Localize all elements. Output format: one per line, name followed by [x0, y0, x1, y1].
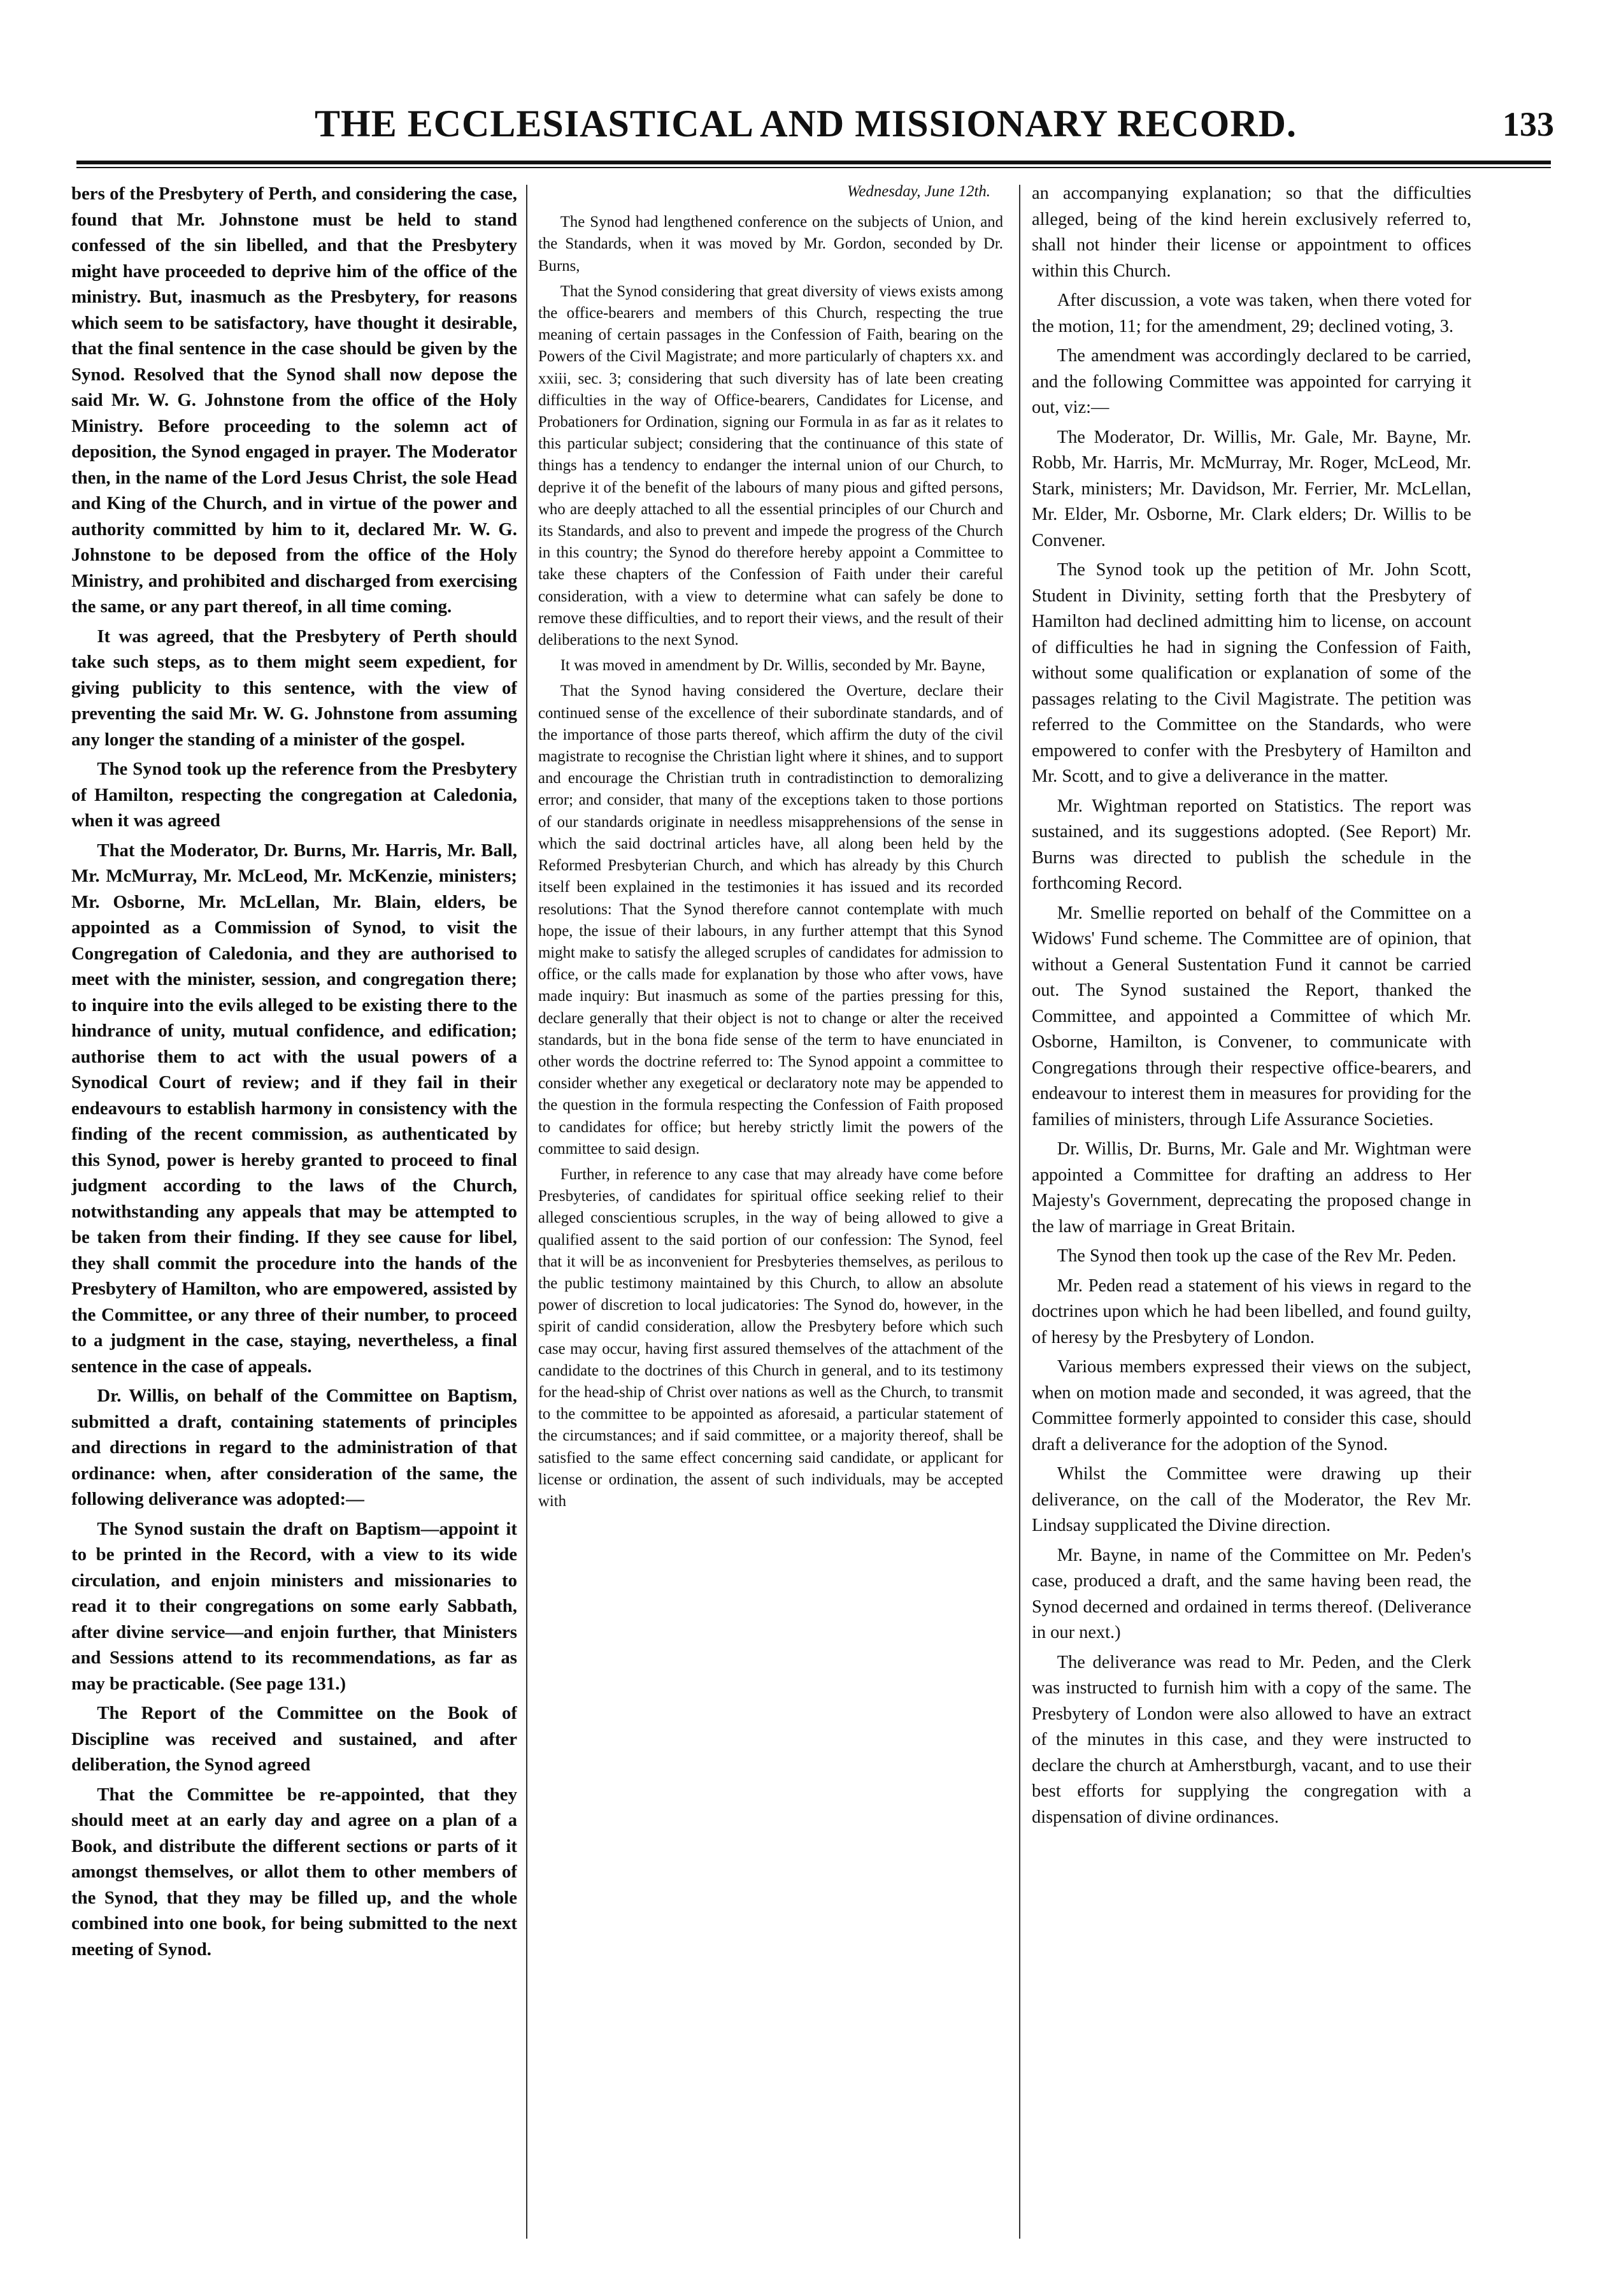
paragraph: bers of the Presbytery of Perth, and considering the case, found that Mr. Johnstone must be held to stand confessed of the sin libelled, and that the Presbytery might have proceeded to deprive him of the office of the ministry. But, inasmuch as the Presbytery, for reasons which seem to be satisfactory, have thought it desirable, that the final sentence in the case should be given by the Synod. Resolved that the Synod shall now depose the said Mr. W. G. Johnstone from the office of the Holy Ministry. Before proceeding to the solemn act of deposition, the Synod engaged in prayer. The Moderator then, in the name of the Lord Jesus Christ, the sole Head and King of the Church, and in virtue of the power and authority committed by him to it, declared Mr. W. G. Johnstone to be deposed from the office of the Holy Ministry, and prohibited and discharged from exercising the same, or any part thereof, in all time coming.: [71, 183, 517, 617]
paragraph: Mr. Bayne, in name of the Committee on Mr. Peden's case, produced a draft, and the same having been read, the Synod decerned and ordained in terms thereof. (Deliverance in our next.): [1032, 1545, 1471, 1642]
column-divider: [1019, 185, 1020, 2239]
paragraph: The Synod took up the petition of Mr. John Scott, Student in Divinity, setting forth that the Presbytery of Hamilton had declined admitting him to license, on account of difficulties he had in signing the Confession of Faith, without some qualification or explanation of some of the passages relating to the Civil Magistrate. The petition was referred to the Committee on the Standards, who were empowered to confer with the Presbytery of Hamilton and Mr. Scott, and to give a deliverance in the matter.: [1032, 560, 1471, 786]
paragraph: The Synod sustain the draft on Baptism—appoint it to be printed in the Record, with a view to its wide circulation, and enjoin ministers and missionaries to read it to their congregations on some early Sabbath, after divine service—and enjoin further, that Ministers and Sessions attend to its recommendations, as far as may be practicable. (See page 131.): [71, 1518, 517, 1694]
column-1: [71, 181, 517, 2239]
paragraph: Dr. Willis, on behalf of the Committee on Baptism, submitted a draft, containing statements of principles and directions in regard to the administration of that ordinance: when, after consideration of the same, the following deliverance was adopted:—: [71, 1386, 517, 1509]
paragraph: After discussion, a vote was taken, when there voted for the motion, 11; for the amendment, 29; declined voting, 3.: [1032, 291, 1471, 336]
page-header: [57, 102, 1554, 159]
paragraph: Further, in reference to any case that may already have come before Presbyteries, of candidates for spiritual office seeking relief to their alleged conscientious scruples, in the way of being allowed to give a qualified assent to the said portion of our confession: The Synod, feel that it will be as inconvenient for Presbyteries themselves, as perilous to the public testimony maintained by this Church, to allow an absolute power of discretion to local judicatories: The Synod do, however, in the spirit of candid consideration, allow the Presbytery before which such case may occur, having first assured themselves of the attachment of the candidate to the doctrines of this Church in general, and to its testimony for the head-ship of Christ over nations as well as the Church, to transmit to the committee to be appointed as aforesaid, a particular statement of the circumstances; and if said committee, or a majority thereof, shall be satisfied to the same effect concerning said candidate, or applicant for license or ordination, the assent of such individuals, may be accepted with: [538, 1165, 1003, 1510]
paragraph: That the Committee be re-appointed, that they should meet at an early day and agree on a plan of a Book, and distribute the different sections or parts of it amongst themselves, or allot them to other members of the Synod, that they may be filled up, and the whole combined into one book, for being submitted to the next meeting of Synod.: [71, 1784, 517, 1960]
paragraph: It was agreed, that the Presbytery of Perth should take such steps, as to them might seem expedient, for giving publicity to this sentence, with the view of preventing the said Mr. W. G. Johnstone from assuming any longer the standing of a minister of the gospel.: [71, 626, 517, 750]
paragraph: Various members expressed their views on the subject, when on motion made and seconded, it was agreed, that the Committee formerly appointed to consider this case, should draft a deliverance for the adoption of the Synod.: [1032, 1357, 1471, 1454]
header-rule-thin: [76, 167, 1551, 168]
paragraph: That the Synod considering that great diversity of views exists among the office-bearers and members of this Church, respecting the true meaning of certain passages in the Confession of Faith, bearing on the Powers of the Civil Magistrate; and more particularly of chapters xx. and xxiii, sec. 3; considering that such diversity has of late been creating difficulties in the way of Office-bearers, Candidates for License, and Probationers for Ordination, signing our Formula in as far as it relates to this particular subject; considering that the continuance of this state of things has a tendency to endanger the internal union of our Church, to deprive it of the benefit of the labours of many pious and gifted persons, who are deeply attached to all the essential principles of our Church and its Standards, and also to prevent and impede the progress of the Church in this country; the Synod do therefore hereby appoint a Committee to take these chapters of the Confession of Faith under their careful consideration, with a view to determine what can safely be done to remove these difficulties, and to report their views, and the result of their deliberations to the next Synod.: [538, 282, 1003, 649]
paragraph: Mr. Smellie reported on behalf of the Committee on a Widows' Fund scheme. The Committee are of opinion, that without a General Sustentation Fund it cannot be carried out. The Synod sustained the Report, thanked the Committee, and appointed a Committee of which Mr. Osborne, Hamilton, is Convener, to communicate with Congregations through their respective office-bearers, and endeavour to interest them in measures for providing for the families of ministers, through Life Assurance Societies.: [1032, 903, 1471, 1130]
paragraph: That the Synod having considered the Overture, declare their continued sense of the excellence of their subordinate standards, and of the importance of those parts thereof, which affirm the duty of the civil magistrate to recognise the Christian light where it shines, and to support and encourage the Christian truth in contradistinction to demoralizing error; and consider, that many of the exceptions taken to those portions of our standards originate in needless misapprehensions of the sense in which the said doctrinal articles have, all along been held by the Reformed Presbyterian Church, and which has already by this Church itself been explained in the testimonies it has issued and its recorded resolutions: That the Synod therefore cannot contemplate with much hope, the issue of their labours, in any further attempt that this Synod might make to satisfy the alleged scruples of candidates for admission to office, or the calls made for explanation by those who after vows, have made inquiry: But inasmuch as some of the parties pressing for this, declare generally that their object is not to change or alter the received standards, but in the bona fide sense of the term to have enunciated in other words the doctrine referred to: The Synod appoint a committee to consider whether any exegetical or declaratory note may be appended to the question in the formula respecting the Confession of Faith proposed to candidates for office; but hereby strictly limit the powers of the committee to said design.: [538, 682, 1003, 1158]
page-number: 133: [1502, 105, 1554, 143]
paragraph: Dr. Willis, Dr. Burns, Mr. Gale and Mr. Wightman were appointed a Committee for drafting an address to Her Majesty's Government, deprecating the proposed change in the law of marriage in Great Britain.: [1032, 1139, 1471, 1237]
paragraph: The deliverance was read to Mr. Peden, and the Clerk was instructed to furnish him with a copy of the same. The Presbytery of London were also allowed to have an extract of the minutes in this case, and they were instructed to declare the church at Amherstburgh, vacant, and to use their best efforts for supplying the congregation with a dispensation of divine ordinances.: [1032, 1652, 1471, 1827]
paragraph: The Synod took up the reference from the Presbytery of Hamilton, respecting the congregation at Caledonia, when it was agreed: [71, 759, 517, 831]
header-rule: [76, 161, 1551, 164]
paragraph: That the Moderator, Dr. Burns, Mr. Harris, Mr. Ball, Mr. McMurray, Mr. McLeod, Mr. McKenzie, ministers; Mr. Osborne, Mr. McLellan, Mr. Blain, elders, be appointed as a Commission of Synod, to visit the Congregation of Caledonia, and they are authorised to meet with the minister, session, and congregation there; to inquire into the evils alleged to be existing there to the hindrance of unity, mutual confidence, and edification; authorise them to act with the usual powers of a Synodical Court of review; and if they fail in their endeavours to establish harmony in consistency with the finding of the recent commission, as authenticated by this Synod, power is hereby granted to proceed to final judgment according to the laws of the Church, notwithstanding any appeals that may be attempted to be taken from their finding. If they see cause for libel, they shall commit the procedure into the hands of the Presbytery of Hamilton, who are empowered, assisted by the Committee, or any three of their number, to proceed to a judgment in the case, staying, nevertheless, a final sentence in the case of appeals.: [71, 840, 517, 1377]
paragraph: The amendment was accordingly declared to be carried, and the following Committee was appointed for carrying it out, viz:—: [1032, 346, 1471, 417]
paragraph: The Synod had lengthened conference on the subjects of Union, and the Standards, when it was moved by Mr. Gordon, seconded by Dr. Burns,: [538, 213, 1003, 275]
paragraph: Mr. Peden read a statement of his views in regard to the doctrines upon which he had been libelled, and found guilty, of heresy by the Presbytery of London.: [1032, 1275, 1471, 1347]
running-title: THE ECCLESIASTICAL AND MISSIONARY RECORD.: [315, 103, 1297, 145]
paragraph: Whilst the Committee were drawing up their deliverance, on the call of the Moderator, the Rev Mr. Lindsay supplicated the Divine direction.: [1032, 1464, 1471, 1535]
paragraph: The Report of the Committee on the Book of Discipline was received and sustained, and after deliberation, the Synod agreed: [71, 1703, 517, 1775]
column-2: [538, 181, 1003, 2239]
paragraph: an accompanying explanation; so that the difficulties alleged, being of the kind herein exclusively referred to, shall not hinder their license or appointment to offices within this Church.: [1032, 183, 1471, 281]
paragraph: The Moderator, Dr. Willis, Mr. Gale, Mr. Bayne, Mr. Robb, Mr. Harris, Mr. McMurray, Mr. Roger, McLeod, Mr. Stark, ministers; Mr. Davidson, Mr. Ferrier, Mr. McLellan, Mr. Elder, Mr. Osborne, Mr. Clark elders; Dr. Willis to be Convener.: [1032, 427, 1471, 550]
date-line: Wednesday, June 12th.: [847, 183, 990, 200]
paragraph: It was moved in amendment by Dr. Willis, seconded by Mr. Bayne,: [560, 657, 985, 675]
paragraph: The Synod then took up the case of the Rev Mr. Peden.: [1057, 1246, 1457, 1266]
paragraph: Mr. Wightman reported on Statistics. The report was sustained, and its suggestions adopted. (See Report) Mr. Burns was directed to publish the schedule in the forthcoming Record.: [1032, 796, 1471, 893]
column-3: [1032, 181, 1471, 2239]
column-divider: [526, 185, 527, 2239]
